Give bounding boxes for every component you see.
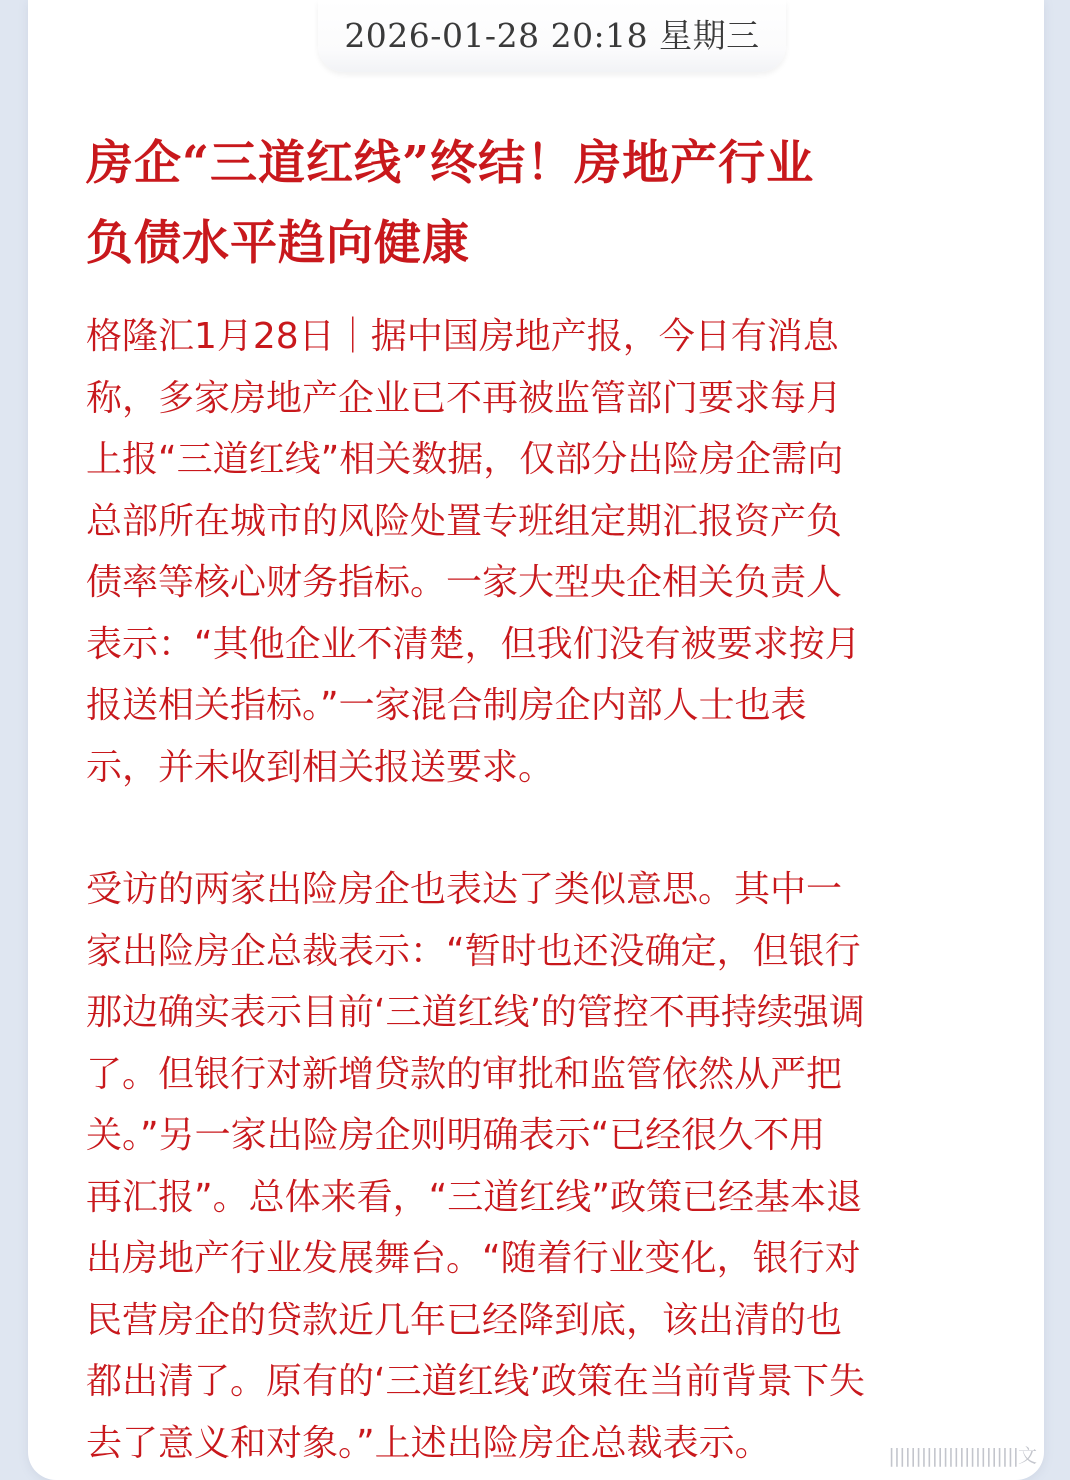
body-line: 去了意义和对象。”上述出险房企总裁表示。 <box>86 1422 771 1464</box>
article-title <box>86 124 986 284</box>
body-line: 债率等核心财务指标。一家大型央企相关负责人 <box>86 562 843 603</box>
body-line: 称，多家房地产企业已不再被监管部门要求每月 <box>86 377 843 419</box>
body-line: 表示：“其他企业不清楚，但我们没有被要求按月 <box>86 623 861 665</box>
body-line: 都出清了。原有的‘三道红线’政策在当前背景下失 <box>86 1361 865 1402</box>
body-line: 出房地产行业发展舞台。“随着行业变化，银行对 <box>86 1238 861 1279</box>
paragraph-1 <box>86 306 991 798</box>
date-header <box>318 0 786 72</box>
body-line: 家出险房企总裁表示：“暂时也还没确定，但银行 <box>86 930 861 972</box>
body-line: 了。但银行对新增贷款的审批和监管依然从严把 <box>86 1053 843 1095</box>
body-line: 上报“三道红线”相关数据，仅部分出险房企需向 <box>86 439 844 480</box>
body-line: 格隆汇1月28日｜据中国房地产报，今日有消息 <box>86 316 839 357</box>
date-time-label: 2026-01-28 20:18 星期三 <box>344 16 760 55</box>
body-line: 总部所在城市的风险处置专班组定期汇报资产负 <box>86 500 843 542</box>
body-line: 受访的两家出险房企也表达了类似意思。其中一 <box>86 869 843 910</box>
article-card <box>28 0 1044 1480</box>
title-line: 负债水平趋向健康 <box>86 216 470 271</box>
body-line: 关。”另一家出险房企则明确表示“已经很久不用 <box>86 1115 826 1156</box>
body-line: 再汇报”。总体来看，“三道红线”政策已经基本退 <box>86 1176 862 1218</box>
article-body <box>86 306 991 1474</box>
body-line: 民营房企的贷款近几年已经降到底，该出清的也 <box>86 1299 843 1341</box>
body-line: 示，并未收到相关报送要求。 <box>86 746 555 788</box>
paragraph-2 <box>86 859 991 1474</box>
body-line: 那边确实表示目前‘三道红线’的管控不再持续强调 <box>86 992 865 1033</box>
body-line: 报送相关指标。”一家混合制房企内部人士也表 <box>86 685 807 726</box>
title-line: 房企“三道红线”终结！房地产行业 <box>86 136 815 191</box>
watermark-logo: ||||||||||||||||||||||||文 <box>888 1445 1036 1467</box>
